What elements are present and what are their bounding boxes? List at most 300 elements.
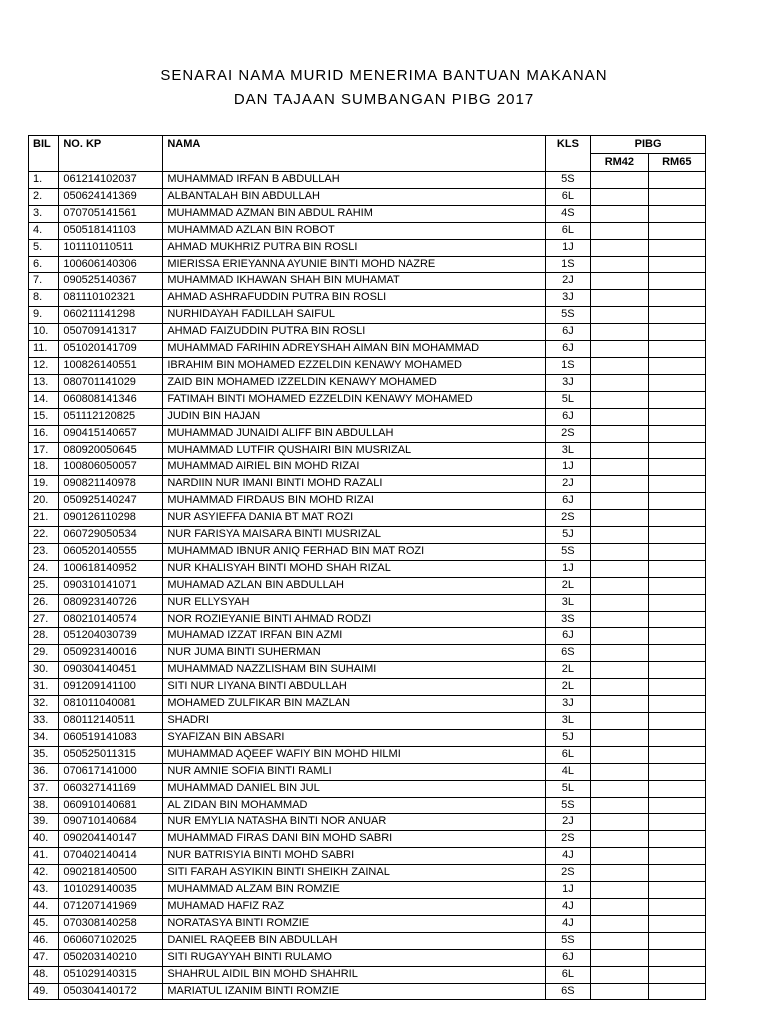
id-number: 101110110511 <box>59 239 163 256</box>
class-code: 4J <box>545 898 590 915</box>
student-name: AHMAD ASHRAFUDDIN PUTRA BIN ROSLI <box>163 290 545 307</box>
row-number: 3. <box>29 205 59 222</box>
class-code: 5S <box>545 307 590 324</box>
table-row <box>29 273 706 290</box>
row-number: 4. <box>29 222 59 239</box>
row-number: 49. <box>29 983 59 1000</box>
row-number: 33. <box>29 713 59 730</box>
table-row <box>29 797 706 814</box>
id-number: 060808141346 <box>59 391 163 408</box>
row-number: 7. <box>29 273 59 290</box>
id-number: 090525140367 <box>59 273 163 290</box>
table-row <box>29 848 706 865</box>
header-no-kp: NO. KP <box>59 136 163 172</box>
student-name: NUR ELLYSYAH <box>163 594 545 611</box>
pibg-rm42-cell <box>591 357 648 374</box>
pibg-rm65-cell <box>648 357 705 374</box>
table-row <box>29 882 706 899</box>
student-name: ALBANTALAH BIN ABDULLAH <box>163 188 545 205</box>
id-number: 090710140684 <box>59 814 163 831</box>
pibg-rm42-cell <box>591 459 648 476</box>
table-row <box>29 763 706 780</box>
student-name: MUHAMMAD FIRAS DANI BIN MOHD SABRI <box>163 831 545 848</box>
class-code: 3L <box>545 594 590 611</box>
student-name: MUHAMAD AZLAN BIN ABDULLAH <box>163 577 545 594</box>
student-name: MUHAMMAD AIRIEL BIN MOHD RIZAI <box>163 459 545 476</box>
table-row <box>29 239 706 256</box>
table-row <box>29 713 706 730</box>
table-row <box>29 205 706 222</box>
table-row <box>29 172 706 189</box>
pibg-rm65-cell <box>648 341 705 358</box>
student-name: MUHAMMAD IKHAWAN SHAH BIN MUHAMAT <box>163 273 545 290</box>
row-number: 17. <box>29 442 59 459</box>
table-row <box>29 476 706 493</box>
title-line-1: SENARAI NAMA MURID MENERIMA BANTUAN MAKANAN <box>160 67 608 84</box>
row-number: 5. <box>29 239 59 256</box>
pibg-rm65-cell <box>648 797 705 814</box>
pibg-rm42-cell <box>591 780 648 797</box>
row-number: 24. <box>29 560 59 577</box>
table-row <box>29 425 706 442</box>
table-row <box>29 408 706 425</box>
student-name: ZAID BIN MOHAMED IZZELDIN KENAWY MOHAMED <box>163 374 545 391</box>
class-code: 4L <box>545 763 590 780</box>
pibg-rm42-cell <box>591 763 648 780</box>
id-number: 051112120825 <box>59 408 163 425</box>
page-title <box>0 64 768 112</box>
pibg-rm65-cell <box>648 459 705 476</box>
class-code: 6J <box>545 324 590 341</box>
id-number: 070402140414 <box>59 848 163 865</box>
student-name: NUR AMNIE SOFIA BINTI RAMLI <box>163 763 545 780</box>
id-number: 090821140978 <box>59 476 163 493</box>
class-code: 6S <box>545 645 590 662</box>
row-number: 38. <box>29 797 59 814</box>
id-number: 060520140555 <box>59 543 163 560</box>
pibg-rm42-cell <box>591 797 648 814</box>
class-code: 1J <box>545 459 590 476</box>
table-row <box>29 932 706 949</box>
id-number: 070308140258 <box>59 915 163 932</box>
class-code: 6J <box>545 408 590 425</box>
class-code: 1S <box>545 357 590 374</box>
class-code: 4J <box>545 915 590 932</box>
row-number: 1. <box>29 172 59 189</box>
pibg-rm65-cell <box>648 205 705 222</box>
pibg-rm42-cell <box>591 374 648 391</box>
id-number: 050304140172 <box>59 983 163 1000</box>
table-row <box>29 831 706 848</box>
id-number: 050925140247 <box>59 493 163 510</box>
pibg-rm42-cell <box>591 188 648 205</box>
id-number: 060910140681 <box>59 797 163 814</box>
pibg-rm65-cell <box>648 222 705 239</box>
class-code: 5J <box>545 729 590 746</box>
row-number: 45. <box>29 915 59 932</box>
pibg-rm42-cell <box>591 527 648 544</box>
row-number: 40. <box>29 831 59 848</box>
row-number: 43. <box>29 882 59 899</box>
student-name: NUR KHALISYAH BINTI MOHD SHAH RIZAL <box>163 560 545 577</box>
id-number: 071207141969 <box>59 898 163 915</box>
table-row <box>29 188 706 205</box>
id-number: 061214102037 <box>59 172 163 189</box>
pibg-rm65-cell <box>648 848 705 865</box>
pibg-rm65-cell <box>648 679 705 696</box>
row-number: 16. <box>29 425 59 442</box>
class-code: 6L <box>545 222 590 239</box>
student-name: MOHAMED ZULFIKAR BIN MAZLAN <box>163 696 545 713</box>
row-number: 39. <box>29 814 59 831</box>
pibg-rm65-cell <box>648 307 705 324</box>
student-name: MUHAMAD IZZAT IRFAN BIN AZMI <box>163 628 545 645</box>
student-name: MUHAMMAD NAZZLISHAM BIN SUHAIMI <box>163 662 545 679</box>
id-number: 080923140726 <box>59 594 163 611</box>
pibg-rm65-cell <box>648 814 705 831</box>
table-row <box>29 628 706 645</box>
table-row <box>29 594 706 611</box>
pibg-rm65-cell <box>648 493 705 510</box>
id-number: 090415140657 <box>59 425 163 442</box>
class-code: 5S <box>545 172 590 189</box>
id-number: 100618140952 <box>59 560 163 577</box>
class-code: 5L <box>545 780 590 797</box>
table-row <box>29 493 706 510</box>
pibg-rm42-cell <box>591 949 648 966</box>
student-name: FATIMAH BINTI MOHAMED EZZELDIN KENAWY MOHAMED <box>163 391 545 408</box>
pibg-rm42-cell <box>591 560 648 577</box>
row-number: 9. <box>29 307 59 324</box>
table-row <box>29 780 706 797</box>
student-name: MIERISSA ERIEYANNA AYUNIE BINTI MOHD NAZRE <box>163 256 545 273</box>
student-name: SHADRI <box>163 713 545 730</box>
table-row <box>29 679 706 696</box>
pibg-rm65-cell <box>648 865 705 882</box>
student-name: NUR ASYIEFFA DANIA BT MAT ROZI <box>163 510 545 527</box>
pibg-rm42-cell <box>591 814 648 831</box>
student-name: SYAFIZAN BIN ABSARI <box>163 729 545 746</box>
pibg-rm65-cell <box>648 949 705 966</box>
id-number: 100606140306 <box>59 256 163 273</box>
pibg-rm65-cell <box>648 324 705 341</box>
class-code: 2S <box>545 425 590 442</box>
class-code: 2S <box>545 510 590 527</box>
student-name: NOR ROZIEYANIE BINTI AHMAD RODZI <box>163 611 545 628</box>
pibg-rm65-cell <box>648 239 705 256</box>
student-name: NUR JUMA BINTI SUHERMAN <box>163 645 545 662</box>
table-body <box>29 172 706 1000</box>
pibg-rm42-cell <box>591 391 648 408</box>
table-row <box>29 560 706 577</box>
table-row <box>29 459 706 476</box>
pibg-rm42-cell <box>591 205 648 222</box>
id-number: 060211141298 <box>59 307 163 324</box>
row-number: 30. <box>29 662 59 679</box>
pibg-rm42-cell <box>591 543 648 560</box>
id-number: 080701141029 <box>59 374 163 391</box>
pibg-rm42-cell <box>591 273 648 290</box>
id-number: 090204140147 <box>59 831 163 848</box>
class-code: 2J <box>545 814 590 831</box>
student-name: JUDIN BIN HAJAN <box>163 408 545 425</box>
student-name: AHMAD MUKHRIZ PUTRA BIN ROSLI <box>163 239 545 256</box>
pibg-rm65-cell <box>648 543 705 560</box>
pibg-rm65-cell <box>648 577 705 594</box>
class-code: 3S <box>545 611 590 628</box>
id-number: 101029140035 <box>59 882 163 899</box>
row-number: 32. <box>29 696 59 713</box>
pibg-rm65-cell <box>648 898 705 915</box>
pibg-rm42-cell <box>591 831 648 848</box>
id-number: 091209141100 <box>59 679 163 696</box>
student-name: IBRAHIM BIN MOHAMED EZZELDIN KENAWY MOHAMED <box>163 357 545 374</box>
student-name: NUR FARISYA MAISARA BINTI MUSRIZAL <box>163 527 545 544</box>
table-row <box>29 645 706 662</box>
pibg-rm42-cell <box>591 662 648 679</box>
pibg-rm42-cell <box>591 628 648 645</box>
pibg-rm42-cell <box>591 983 648 1000</box>
class-code: 6L <box>545 746 590 763</box>
row-number: 2. <box>29 188 59 205</box>
pibg-rm42-cell <box>591 425 648 442</box>
student-name: MUHAMMAD FIRDAUS BIN MOHD RIZAI <box>163 493 545 510</box>
table-row <box>29 290 706 307</box>
pibg-rm42-cell <box>591 611 648 628</box>
table-row <box>29 729 706 746</box>
id-number: 070617141000 <box>59 763 163 780</box>
pibg-rm42-cell <box>591 442 648 459</box>
student-name: MUHAMMAD ALZAM BIN ROMZIE <box>163 882 545 899</box>
id-number: 080210140574 <box>59 611 163 628</box>
class-code: 2S <box>545 865 590 882</box>
pibg-rm42-cell <box>591 510 648 527</box>
pibg-rm65-cell <box>648 628 705 645</box>
row-number: 44. <box>29 898 59 915</box>
class-code: 5L <box>545 391 590 408</box>
pibg-rm65-cell <box>648 594 705 611</box>
table-row <box>29 966 706 983</box>
pibg-rm65-cell <box>648 831 705 848</box>
table-row <box>29 865 706 882</box>
pibg-rm65-cell <box>648 256 705 273</box>
pibg-rm65-cell <box>648 476 705 493</box>
row-number: 14. <box>29 391 59 408</box>
row-number: 8. <box>29 290 59 307</box>
table-row <box>29 662 706 679</box>
table-row <box>29 222 706 239</box>
row-number: 31. <box>29 679 59 696</box>
table-row <box>29 256 706 273</box>
id-number: 051204030739 <box>59 628 163 645</box>
table-row <box>29 983 706 1000</box>
title-line-2: DAN TAJAAN SUMBANGAN PIBG 2017 <box>233 91 535 108</box>
pibg-rm42-cell <box>591 290 648 307</box>
class-code: 6L <box>545 966 590 983</box>
class-code: 1J <box>545 239 590 256</box>
table-row <box>29 391 706 408</box>
row-number: 42. <box>29 865 59 882</box>
pibg-rm42-cell <box>591 729 648 746</box>
id-number: 060519141083 <box>59 729 163 746</box>
pibg-rm65-cell <box>648 966 705 983</box>
pibg-rm65-cell <box>648 983 705 1000</box>
student-name: MUHAMMAD AZMAN BIN ABDUL RAHIM <box>163 205 545 222</box>
student-name: NUR EMYLIA NATASHA BINTI NOR ANUAR <box>163 814 545 831</box>
id-number: 050624141369 <box>59 188 163 205</box>
pibg-rm42-cell <box>591 645 648 662</box>
row-number: 12. <box>29 357 59 374</box>
student-list-table <box>28 135 706 1000</box>
pibg-rm65-cell <box>648 290 705 307</box>
pibg-rm65-cell <box>648 374 705 391</box>
pibg-rm65-cell <box>648 510 705 527</box>
table-row <box>29 696 706 713</box>
class-code: 4J <box>545 848 590 865</box>
header-kls: KLS <box>545 136 590 172</box>
pibg-rm42-cell <box>591 746 648 763</box>
table-row <box>29 543 706 560</box>
student-name: NORATASYA BINTI ROMZIE <box>163 915 545 932</box>
row-number: 47. <box>29 949 59 966</box>
class-code: 5J <box>545 527 590 544</box>
pibg-rm42-cell <box>591 713 648 730</box>
student-name: MUHAMMAD AZLAN BIN ROBOT <box>163 222 545 239</box>
id-number: 050525011315 <box>59 746 163 763</box>
id-number: 070705141561 <box>59 205 163 222</box>
pibg-rm65-cell <box>648 729 705 746</box>
table-row <box>29 746 706 763</box>
pibg-rm65-cell <box>648 442 705 459</box>
pibg-rm42-cell <box>591 848 648 865</box>
student-name: MUHAMMAD IRFAN B ABDULLAH <box>163 172 545 189</box>
row-number: 22. <box>29 527 59 544</box>
table-row <box>29 949 706 966</box>
id-number: 090310141071 <box>59 577 163 594</box>
class-code: 1J <box>545 882 590 899</box>
row-number: 27. <box>29 611 59 628</box>
row-number: 36. <box>29 763 59 780</box>
table-row <box>29 357 706 374</box>
class-code: 2L <box>545 662 590 679</box>
row-number: 6. <box>29 256 59 273</box>
id-number: 080112140511 <box>59 713 163 730</box>
class-code: 6J <box>545 341 590 358</box>
student-name: MUHAMAD HAFIZ RAZ <box>163 898 545 915</box>
table-row <box>29 442 706 459</box>
class-code: 5S <box>545 797 590 814</box>
class-code: 3L <box>545 442 590 459</box>
table-row <box>29 527 706 544</box>
table-row <box>29 374 706 391</box>
student-name: MUHAMMAD FARIHIN ADREYSHAH AIMAN BIN MOHAMMAD <box>163 341 545 358</box>
pibg-rm42-cell <box>591 898 648 915</box>
class-code: 2J <box>545 476 590 493</box>
row-number: 46. <box>29 932 59 949</box>
student-name: SITI RUGAYYAH BINTI RULAMO <box>163 949 545 966</box>
pibg-rm42-cell <box>591 476 648 493</box>
pibg-rm42-cell <box>591 882 648 899</box>
class-code: 6L <box>545 188 590 205</box>
pibg-rm65-cell <box>648 188 705 205</box>
row-number: 18. <box>29 459 59 476</box>
row-number: 20. <box>29 493 59 510</box>
pibg-rm65-cell <box>648 746 705 763</box>
row-number: 19. <box>29 476 59 493</box>
row-number: 41. <box>29 848 59 865</box>
id-number: 051029140315 <box>59 966 163 983</box>
pibg-rm65-cell <box>648 713 705 730</box>
row-number: 23. <box>29 543 59 560</box>
pibg-rm42-cell <box>591 932 648 949</box>
class-code: 2L <box>545 577 590 594</box>
class-code: 2S <box>545 831 590 848</box>
pibg-rm65-cell <box>648 932 705 949</box>
pibg-rm42-cell <box>591 577 648 594</box>
class-code: 5S <box>545 932 590 949</box>
pibg-rm42-cell <box>591 324 648 341</box>
row-number: 15. <box>29 408 59 425</box>
student-name: AL ZIDAN BIN MOHAMMAD <box>163 797 545 814</box>
pibg-rm65-cell <box>648 172 705 189</box>
id-number: 090126110298 <box>59 510 163 527</box>
pibg-rm65-cell <box>648 273 705 290</box>
class-code: 1S <box>545 256 590 273</box>
row-number: 37. <box>29 780 59 797</box>
id-number: 060327141169 <box>59 780 163 797</box>
pibg-rm42-cell <box>591 696 648 713</box>
pibg-rm65-cell <box>648 763 705 780</box>
id-number: 100826140551 <box>59 357 163 374</box>
class-code: 4S <box>545 205 590 222</box>
student-name: MUHAMMAD DANIEL BIN JUL <box>163 780 545 797</box>
pibg-rm42-cell <box>591 172 648 189</box>
class-code: 6J <box>545 628 590 645</box>
row-number: 35. <box>29 746 59 763</box>
table-row <box>29 324 706 341</box>
student-name: MUHAMMAD AQEEF WAFIY BIN MOHD HILMI <box>163 746 545 763</box>
pibg-rm65-cell <box>648 645 705 662</box>
pibg-rm42-cell <box>591 915 648 932</box>
student-name: NUR BATRISYIA BINTI MOHD SABRI <box>163 848 545 865</box>
row-number: 13. <box>29 374 59 391</box>
pibg-rm42-cell <box>591 493 648 510</box>
pibg-rm42-cell <box>591 307 648 324</box>
table-row <box>29 577 706 594</box>
id-number: 051020141709 <box>59 341 163 358</box>
id-number: 050923140016 <box>59 645 163 662</box>
student-name: MUHAMMAD JUNAIDI ALIFF BIN ABDULLAH <box>163 425 545 442</box>
id-number: 090218140500 <box>59 865 163 882</box>
pibg-rm65-cell <box>648 560 705 577</box>
pibg-rm65-cell <box>648 391 705 408</box>
student-name: SHAHRUL AIDIL BIN MOHD SHAHRIL <box>163 966 545 983</box>
table-row <box>29 915 706 932</box>
class-code: 6S <box>545 983 590 1000</box>
id-number: 050203140210 <box>59 949 163 966</box>
pibg-rm65-cell <box>648 662 705 679</box>
pibg-rm65-cell <box>648 408 705 425</box>
pibg-rm42-cell <box>591 222 648 239</box>
pibg-rm42-cell <box>591 239 648 256</box>
header-nama: NAMA <box>163 136 545 172</box>
id-number: 081110102321 <box>59 290 163 307</box>
pibg-rm65-cell <box>648 425 705 442</box>
class-code: 1J <box>545 560 590 577</box>
pibg-rm65-cell <box>648 882 705 899</box>
student-name: NARDIIN NUR IMANI BINTI MOHD RAZALI <box>163 476 545 493</box>
id-number: 060607102025 <box>59 932 163 949</box>
